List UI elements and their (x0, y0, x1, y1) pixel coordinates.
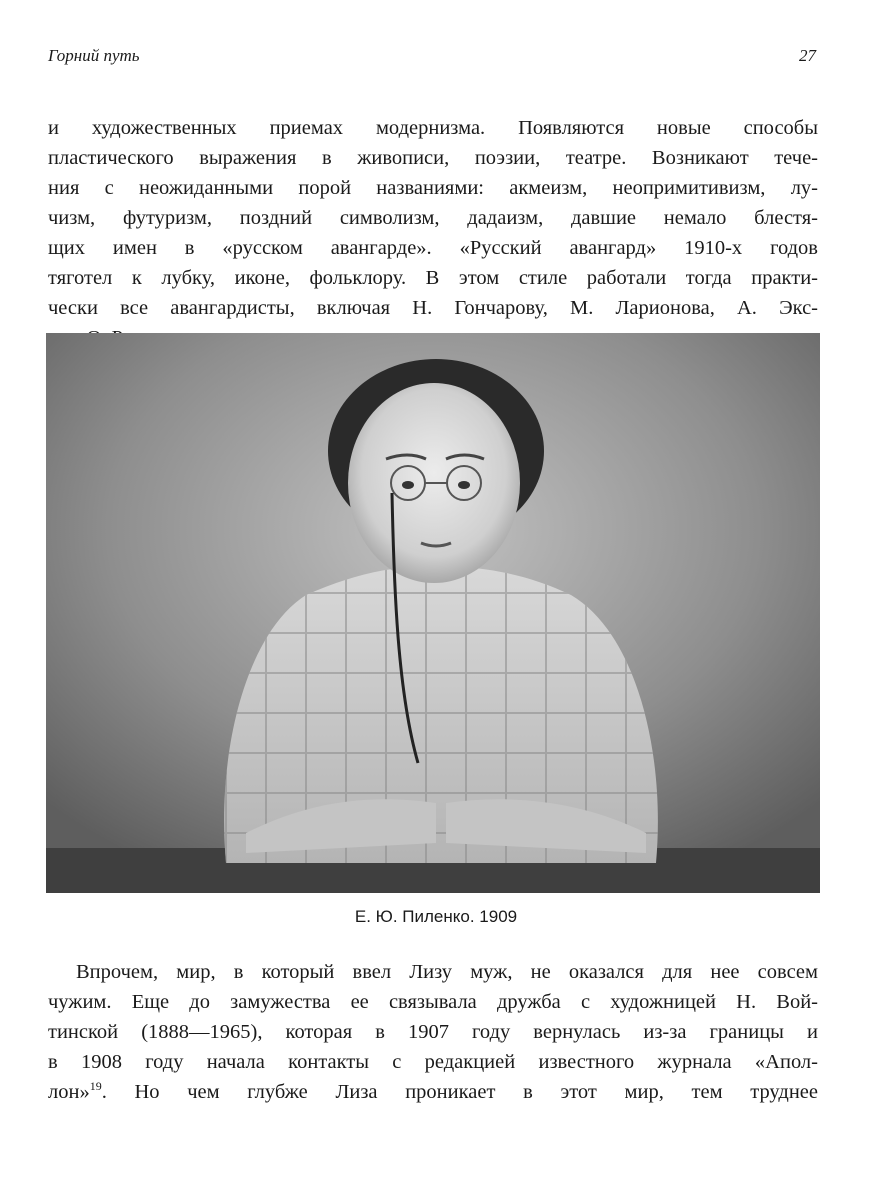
text-line: Впрочем, мир, в который ввел Лизу муж, не оказался для нее совсем (76, 961, 818, 983)
paragraph-2 (48, 957, 818, 1107)
text-line: чизм, футуризм, поздний символизм, дадаизм, давшие немало блестя- (48, 207, 818, 229)
text-line: и художественных приемах модернизма. Появляются новые способы (48, 117, 818, 139)
running-title: Горний путь (48, 46, 140, 65)
text-line: тинской (1888—1965), которая в 1907 году вернулась из-за границы и (48, 1021, 818, 1043)
text-fragment: лон» (48, 1081, 90, 1103)
footnote-reference[interactable]: 19 (89, 1079, 102, 1093)
running-head (48, 46, 816, 66)
text-line: щих имен в «русском авангарде». «Русский авангард» 1910-х годов (48, 237, 818, 259)
portrait-photo (46, 333, 820, 893)
text-line: ния с неожиданными порой названиями: акмеизм, неопримитивизм, лу- (48, 177, 818, 199)
text-line: в 1908 году начала контакты с редакцией известного журнала «Апол- (48, 1051, 818, 1073)
portrait-photo-icon (46, 333, 820, 893)
text-line-with-footnote (48, 1077, 818, 1107)
page-number: 27 (799, 46, 816, 65)
photo-caption: Е. Ю. Пиленко. 1909 (354, 907, 518, 926)
text-line: тяготел к лубку, иконе, фольклору. В этом стиле работали тогда практи- (48, 267, 818, 289)
text-line: пластического выражения в живописи, поэзии, театре. Возникают тече- (48, 147, 818, 169)
text-fragment: . Но чем глубже Лиза проникает в этот мир, тем труднее (101, 1081, 818, 1103)
text-line: чески все авангардисты, включая Н. Гончарову, М. Ларионова, А. Экс- (48, 297, 818, 319)
paragraph-1 (48, 113, 818, 353)
text-line: чужим. Еще до замужества ее связывала дружба с художницей Н. Вой- (48, 991, 818, 1013)
